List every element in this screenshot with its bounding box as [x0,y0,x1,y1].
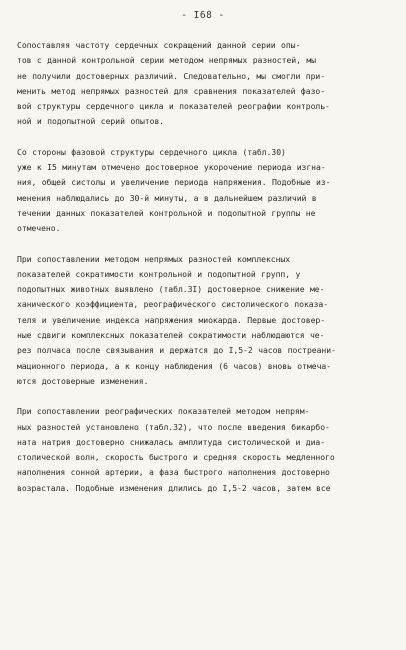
paragraph-spacer [17,389,393,404]
paragraph [17,252,393,390]
text-line: вой структуры сердечного цикла и показателей реографии контроль- [17,101,330,112]
text-line: столической волн, скорость быстрого и средняя скорость медленного [17,452,335,463]
paragraph-spacer [17,130,393,145]
paragraph-spacer [17,237,393,252]
text-line: не получили достоверных различий. Следовательно, мы смогли при- [17,70,326,81]
paragraph [17,38,393,130]
text-line: ются достоверные изменения. [17,375,149,386]
text-line: менить метод непрямых разностей для сравнения показателей фазо- [17,85,326,96]
text-line: подопытных животных выявлено (табл.3I) достоверное снижение ме- [17,284,325,295]
text-line: показателей сократимости контрольной и подопытной групп, у [17,268,301,279]
paragraph [17,145,393,237]
text-line: наполнения сонной артерии, а фаза быстрого наполнения достоверно [17,467,330,478]
page-number: - I68 - [181,10,225,21]
text-line: ных разностей установлено (табл.32), что после введения бикарбо- [17,421,330,432]
text-line: ные сдвиги комплексных показателей сократимости наблюдаются че- [17,330,325,341]
text-line: ной и подопытной серий опытов. [17,116,165,127]
text-line: При сопоставлении методом непрямых разностей комплексных [17,253,291,264]
body-text [17,38,393,496]
paragraph [17,404,393,496]
text-line: тов с данной контрольной серии методом непрямых разностей, мы [17,55,316,66]
text-line: рез полчаса после связывания и держатся до I,5-2 часов постреани- [17,345,336,356]
text-line: течении данных показателей контрольной и подопытной группы не [17,207,316,218]
text-line: При сопоставлении реографических показателей методом непрям- [17,406,310,417]
text-line: мационного периода, а к концу наблюдения (6 часов) вновь отмеча- [17,360,332,371]
text-line: ната натрия достоверно снижалась амплитуда систолической и диа- [17,436,326,447]
text-line: ния, общей систолы и увеличение периода напряжения. Подобные из- [17,177,331,188]
text-line: отмечено. [17,223,61,234]
text-line: ханического коэффициента, реографического систолического показа- [17,299,329,310]
text-line: уже к I5 минутам отмечено достоверное укорочение периода изгна- [17,162,326,173]
text-line: Со стороны фазовой структуры сердечного цикла (табл.30) [17,146,286,157]
text-line: возрастала. Подобные изменения длились до I,5-2 часов, затем все [17,482,331,493]
text-line: теля и увеличение индекса напряжения миокарда. Первые достовер- [17,314,326,325]
text-line: менения наблюдались до 30-й минуты, а в дальнейшем различий в [17,192,317,203]
text-line: Сопоставляя частоту сердечных сокращений данной серии опы- [17,40,301,50]
